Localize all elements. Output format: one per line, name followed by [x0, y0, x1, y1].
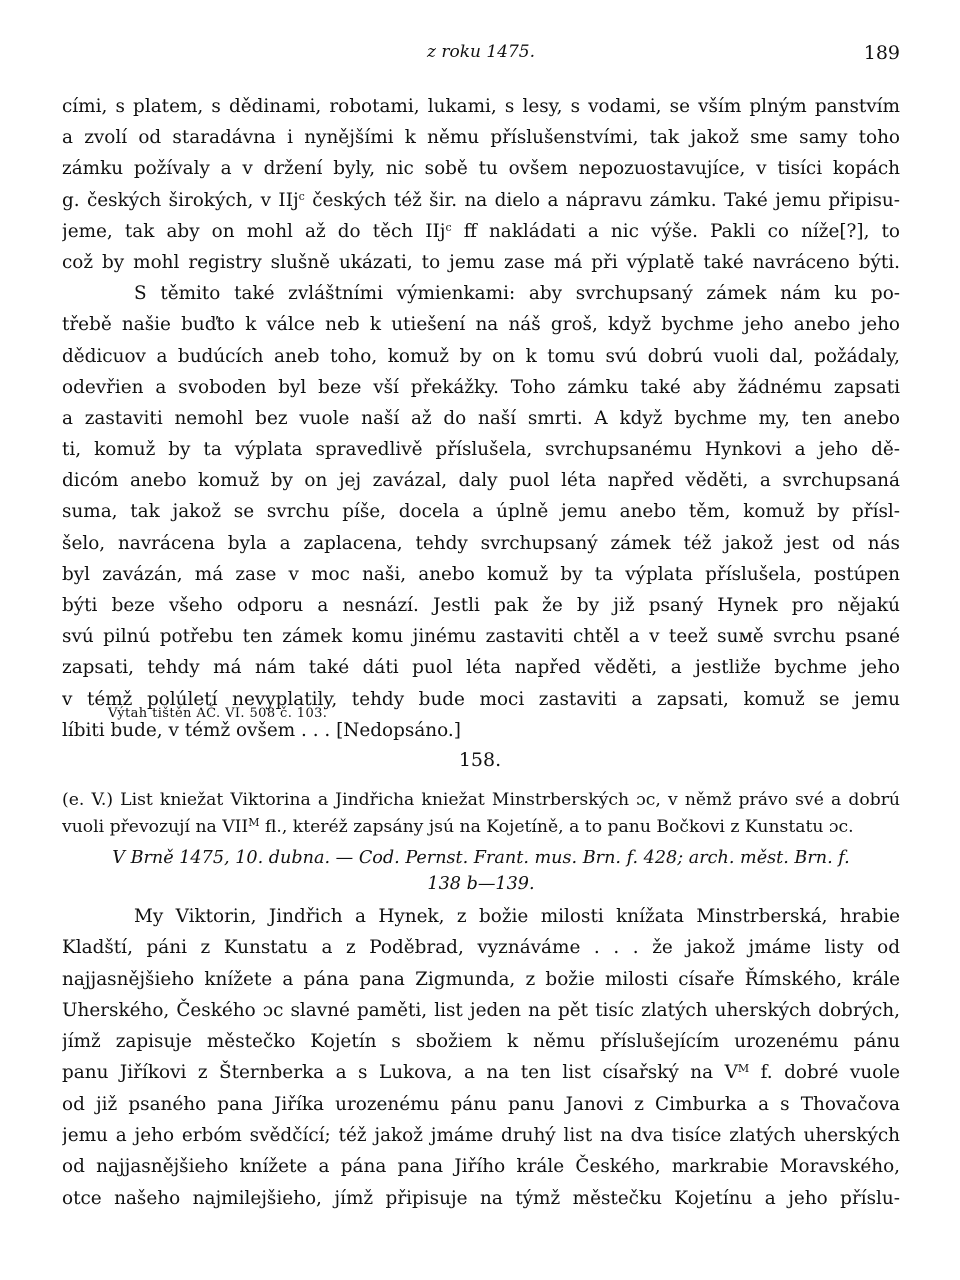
- text-fragment: fl., kteréž zapsány jsú na Kojetíně, a to panu Bočkovi z Kunstatu ɔc.: [259, 816, 854, 837]
- text-fragment: jeme, tak aby on mohl až do těch IIj: [62, 220, 446, 242]
- abbreviation-glyph: ff: [463, 220, 477, 242]
- text-line: dědicuov a budúcích aneb toho, komuž by on k tomu svú dobrú vuoli dal, požádaly,: [62, 345, 900, 367]
- text-line: [62, 1057, 900, 1088]
- text-fragment: f. dobré vuole: [749, 1062, 900, 1084]
- text-line: najjasnějšieho knížete a pána pana Zigmunda, z božie milosti císaře Římského, krále: [62, 968, 900, 990]
- text-fragment: nakládati a nic výše. Pakli co níže[?], to: [476, 220, 900, 242]
- text-line: třebě našie buďto k válce neb k utiešení na náš groš, když bychme jeho anebo jeho: [62, 314, 900, 336]
- text-line: jímž zapisuje městečko Kojetín s sbožiem k němu příslušejícím urozenému pánu: [62, 1031, 900, 1053]
- text-line: dicóm anebo komuž by on jej zavázal, daly puol léta napřed věděti, a svrchupsaná: [62, 470, 900, 492]
- paragraph-first-line: S těmito také zvláštními výmienkami: aby svrchupsaný zámek nám ku po-: [134, 283, 900, 305]
- page-header: [62, 40, 900, 70]
- running-head: z roku 1475.: [426, 42, 536, 62]
- text-line: zapsati, tehdy má nám také dáti puol léta napřed věděti, a jestliže bychme jeho: [62, 657, 900, 679]
- text-line: [62, 216, 900, 247]
- text-fragment: vuoli převozují na VII: [62, 816, 249, 837]
- regest-line: (e. V.) List kniežat Viktorina a Jindřicha kniežat Minstrberských ɔc, v němž právo své a dobrú: [62, 790, 900, 810]
- superscript: M: [248, 815, 260, 829]
- document-number: 158.: [458, 749, 502, 771]
- text-line: od najjasnějšieho knížete a pána pana Jiřího krále Českého, markrabie Moravského,: [62, 1156, 900, 1178]
- text-line: Kladští, páni z Kunstatu a z Poděbrad, vyznáváme . . . že jakož jmáme listy od: [62, 937, 900, 959]
- text-line: otce našeho najmilejšieho, jímž připisuje na týmž městečku Kojetínu a jeho příslu-: [62, 1187, 900, 1209]
- regest: [62, 787, 900, 840]
- dating-line: 138 b—139.: [427, 874, 535, 894]
- text-line: svú pilnú potřebu ten zámek komu jinému zastaviti chtěl a v teež suмě svrchu psané: [62, 626, 900, 648]
- text-fragment: českých též šir. na dielo a nápravu zámku. Také jemu připisu-: [304, 189, 900, 211]
- text-line: byl zavázán, má zase v moc naši, anebo komuž by ta výplata příslušela, postúpen: [62, 563, 900, 585]
- text-line: cími, s platem, s dědinami, robotami, lukami, s lesy, s vodami, se vším plným panstvím: [62, 96, 900, 117]
- text-line: od již psaného pana Jiříka urozenému pánu panu Janovi z Cimburka a s Thovačova: [62, 1093, 900, 1115]
- page-number: 189: [863, 42, 900, 64]
- text-line: a zastaviti nemohl bez vuole naší až do naší smrti. A když bychme my, ten anebo: [62, 407, 900, 429]
- text-line: Uherského, Českého ɔc slavné paměti, list jeden na pět tisíc zlatých uherských dobrých,: [62, 999, 900, 1021]
- source-note: Výtah tištěn AČ. VI. 508 č. 103.: [108, 706, 328, 721]
- dating-and-sources: [62, 845, 900, 897]
- text-line: a zvolí od staradávna i nynějšími k němu příslušenstvími, tak jakož sme samy toho: [62, 127, 900, 149]
- text-line: což by mohl registry slušně ukázati, to jemu zase má při výplatě také navráceno býti.: [62, 251, 900, 273]
- text-fragment: g. českých širokých, v IIj: [62, 189, 299, 211]
- text-line: ti, komuž by ta výplata spravedlivě příslušela, svrchupsanému Hynkovi a jeho dě-: [62, 439, 900, 461]
- superscript: c: [298, 189, 305, 203]
- text-line: suma, tak jakož se svrchu píše, docela a úplně jemu anebo těm, komuž by přísl-: [62, 501, 900, 523]
- text-line: v témž polúletí nevyplatily, tehdy bude moci zastaviti a zapsati, komuž se jemu: [62, 688, 900, 710]
- text-line: odevřien a svoboden byl beze vší překážky. Toho zámku také aby žádnému zapsati: [62, 376, 900, 398]
- text-line: šelo, navrácena byla a zaplacena, tehdy svrchupsaný zámek též jakož jest od nás: [62, 532, 900, 554]
- text-line: býti beze všeho odporu a nesnází. Jestli pak že by již psaný Hynek pro nějakú: [62, 595, 900, 616]
- paragraph-first-line: My Viktorin, Jindřich a Hynek, z božie milosti knížata Minstrberská, hrabie: [134, 906, 900, 927]
- charter-text: [62, 901, 900, 1214]
- superscript: M: [737, 1062, 750, 1076]
- charter-text-continued: [62, 91, 900, 746]
- text-line: [62, 185, 900, 216]
- text-line: zámku požívaly a v držení byly, nic sobě tu ovšem nepozuostavujíce, v tisíci kopách: [62, 158, 900, 180]
- superscript: c: [445, 220, 452, 234]
- text-line: líbiti bude, v témž ovšem . . . [Nedopsáno.]: [62, 719, 461, 741]
- text-line: jemu a jeho erbóm svědčící; též jakož jmáme druhý list na dva tisíce zlatých uherských: [62, 1125, 900, 1147]
- regest-line: [62, 814, 900, 841]
- text-fragment: panu Jiříkovi z Šternberka a s Lukova, a na ten list císařský na V: [62, 1062, 738, 1084]
- dating-line: V Brně 1475, 10. dubna. — Cod. Pernst. Frant. mus. Brn. f. 428; arch. měst. Brn. f.: [112, 848, 850, 868]
